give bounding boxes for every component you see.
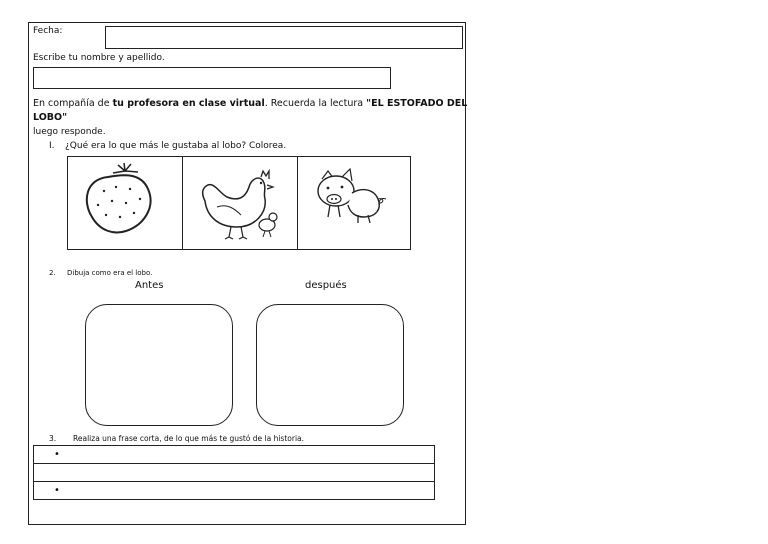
q1-image-table (67, 156, 411, 250)
q2-number: 2. (49, 269, 56, 277)
date-label: Fecha: (33, 26, 63, 36)
answer-row-3[interactable] (34, 482, 434, 500)
drawing-box-before[interactable] (85, 304, 233, 426)
bullet-3: • (54, 485, 60, 496)
q3-number: 3. (49, 434, 57, 443)
intro-line-1: En compañía de tu profesora en clase virtual. Recuerda la lectura "EL ESTOFADO DEL (33, 98, 468, 109)
q1-number: I. (49, 141, 55, 151)
strawberry-icon (68, 157, 183, 249)
intro-line-2: LOBO" (33, 112, 68, 123)
hen-cell[interactable] (183, 157, 298, 249)
date-field[interactable] (105, 26, 463, 49)
after-label: después (305, 280, 347, 291)
answer-table (33, 445, 435, 500)
pig-icon (298, 157, 412, 249)
bullet-1: • (54, 449, 60, 460)
q3-text: Realiza una frase corta, de lo que más te gustó de la historia. (73, 434, 305, 443)
hen-with-chicks-icon (183, 157, 298, 249)
name-field[interactable] (33, 67, 391, 89)
answer-row-1[interactable] (34, 446, 434, 464)
drawing-box-after[interactable] (256, 304, 404, 426)
q2-text: Dibuja como era el lobo. (67, 269, 153, 277)
answer-row-2[interactable] (34, 464, 434, 482)
before-label: Antes (135, 280, 164, 291)
strawberry-cell[interactable] (68, 157, 183, 249)
q1-text: ¿Qué era lo que más le gustaba al lobo? Colorea. (65, 141, 287, 151)
name-instruction: Escribe tu nombre y apellido. (33, 53, 165, 63)
worksheet (28, 22, 466, 525)
intro-line-3: luego responde. (33, 127, 106, 137)
pig-cell[interactable] (298, 157, 412, 249)
